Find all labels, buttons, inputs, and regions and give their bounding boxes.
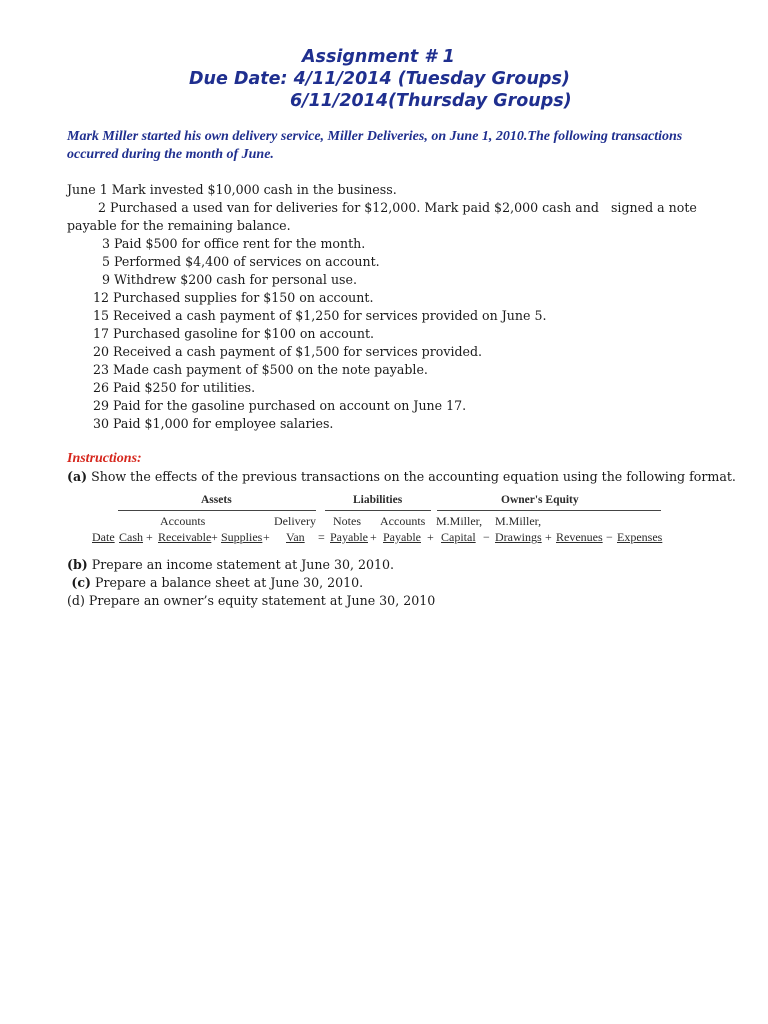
accounting-equation-format (90, 492, 665, 552)
intro-paragraph: Mark Miller started his own delivery service, Miller Deliveries, on June 1, 2010.The following transactions occurred during the month of June. (67, 129, 683, 162)
receivable-column: Receivable (158, 530, 212, 544)
due-date-tuesday: Due Date: 4/11/2014 (Tuesday Groups) (189, 69, 570, 89)
group-owners-equity: Owner's Equity (501, 494, 579, 506)
assignment-title: Assignment # 1 (302, 47, 455, 67)
task-c (67, 574, 363, 592)
plus-sign: + (263, 530, 270, 544)
minus-sign: − (483, 530, 490, 544)
task-d: (d) Prepare an owner’s equity statement at June 30, 2010 (67, 593, 436, 608)
accounts-header: Accounts (160, 514, 206, 528)
transaction-line: 17 Purchased gasoline for $100 on account. (93, 326, 375, 341)
transaction-line: 12 Purchased supplies for $150 on account. (93, 290, 374, 305)
transaction-line: 26 Paid $250 for utilities. (93, 380, 256, 395)
capital-column: Capital (441, 530, 476, 544)
van-column: Van (286, 530, 305, 544)
task-a (67, 468, 736, 486)
mmiller-capital-header: M.Miller, (436, 514, 483, 528)
transaction-line: 23 Made cash payment of $500 on the note payable. (93, 362, 428, 377)
cash-column: Cash (119, 530, 143, 544)
transaction-line: 15 Received a cash payment of $1,250 for services provided on June 5. (93, 308, 547, 323)
group-assets: Assets (201, 494, 232, 506)
plus-sign: + (370, 530, 377, 544)
drawings-column: Drawings (495, 530, 542, 544)
equity-rule (437, 510, 661, 511)
plus-sign: + (427, 530, 434, 544)
transaction-line: 2 Purchased a used van for deliveries for $12,000. Mark paid $2,000 cash and signed a note (98, 200, 697, 215)
accounts-payable-column: Payable (383, 530, 421, 544)
task-a-label: (a) (67, 469, 88, 484)
task-c-text: Prepare a balance sheet at June 30, 2010. (90, 575, 364, 590)
supplies-column: Supplies (221, 530, 263, 544)
revenues-column: Revenues (556, 530, 603, 544)
date-column: Date (92, 530, 115, 544)
mmiller-drawings-header: M.Miller, (495, 514, 542, 528)
transaction-line: 29 Paid for the gasoline purchased on account on June 17. (93, 398, 467, 413)
liabilities-rule (325, 510, 431, 511)
delivery-header: Delivery (274, 514, 316, 528)
expenses-column: Expenses (617, 530, 663, 544)
instructions-heading: Instructions: (67, 451, 142, 466)
task-c-label: (c) (67, 575, 91, 590)
task-b-label: (b) (67, 557, 88, 572)
minus-sign: − (606, 530, 613, 544)
task-a-text: Show the effects of the previous transactions on the accounting equation using the following format. (87, 469, 736, 484)
plus-sign: + (545, 530, 552, 544)
transaction-line: 30 Paid $1,000 for employee salaries. (93, 416, 334, 431)
transaction-line: 5 Performed $4,400 of services on account. (102, 254, 380, 269)
notes-payable-column: Payable (330, 530, 368, 544)
transaction-line: 3 Paid $500 for office rent for the month. (102, 236, 366, 251)
task-b (67, 556, 394, 574)
notes-header: Notes (333, 514, 361, 528)
due-date-thursday: 6/11/2014(Thursday Groups) (290, 91, 572, 111)
group-liabilities: Liabilities (353, 494, 403, 506)
assets-rule (118, 510, 316, 511)
accounts-payable-header: Accounts (380, 514, 426, 528)
equals-sign: = (318, 530, 325, 544)
transaction-line: 9 Withdrew $200 cash for personal use. (102, 272, 357, 287)
transaction-line: payable for the remaining balance. (67, 218, 291, 233)
task-b-text: Prepare an income statement at June 30, 2010. (87, 557, 395, 572)
transaction-line: 20 Received a cash payment of $1,500 for services provided. (93, 344, 483, 359)
transaction-line: June 1 Mark invested $10,000 cash in the business. (67, 182, 397, 197)
plus-sign: + (146, 530, 153, 544)
plus-sign: + (211, 530, 218, 544)
